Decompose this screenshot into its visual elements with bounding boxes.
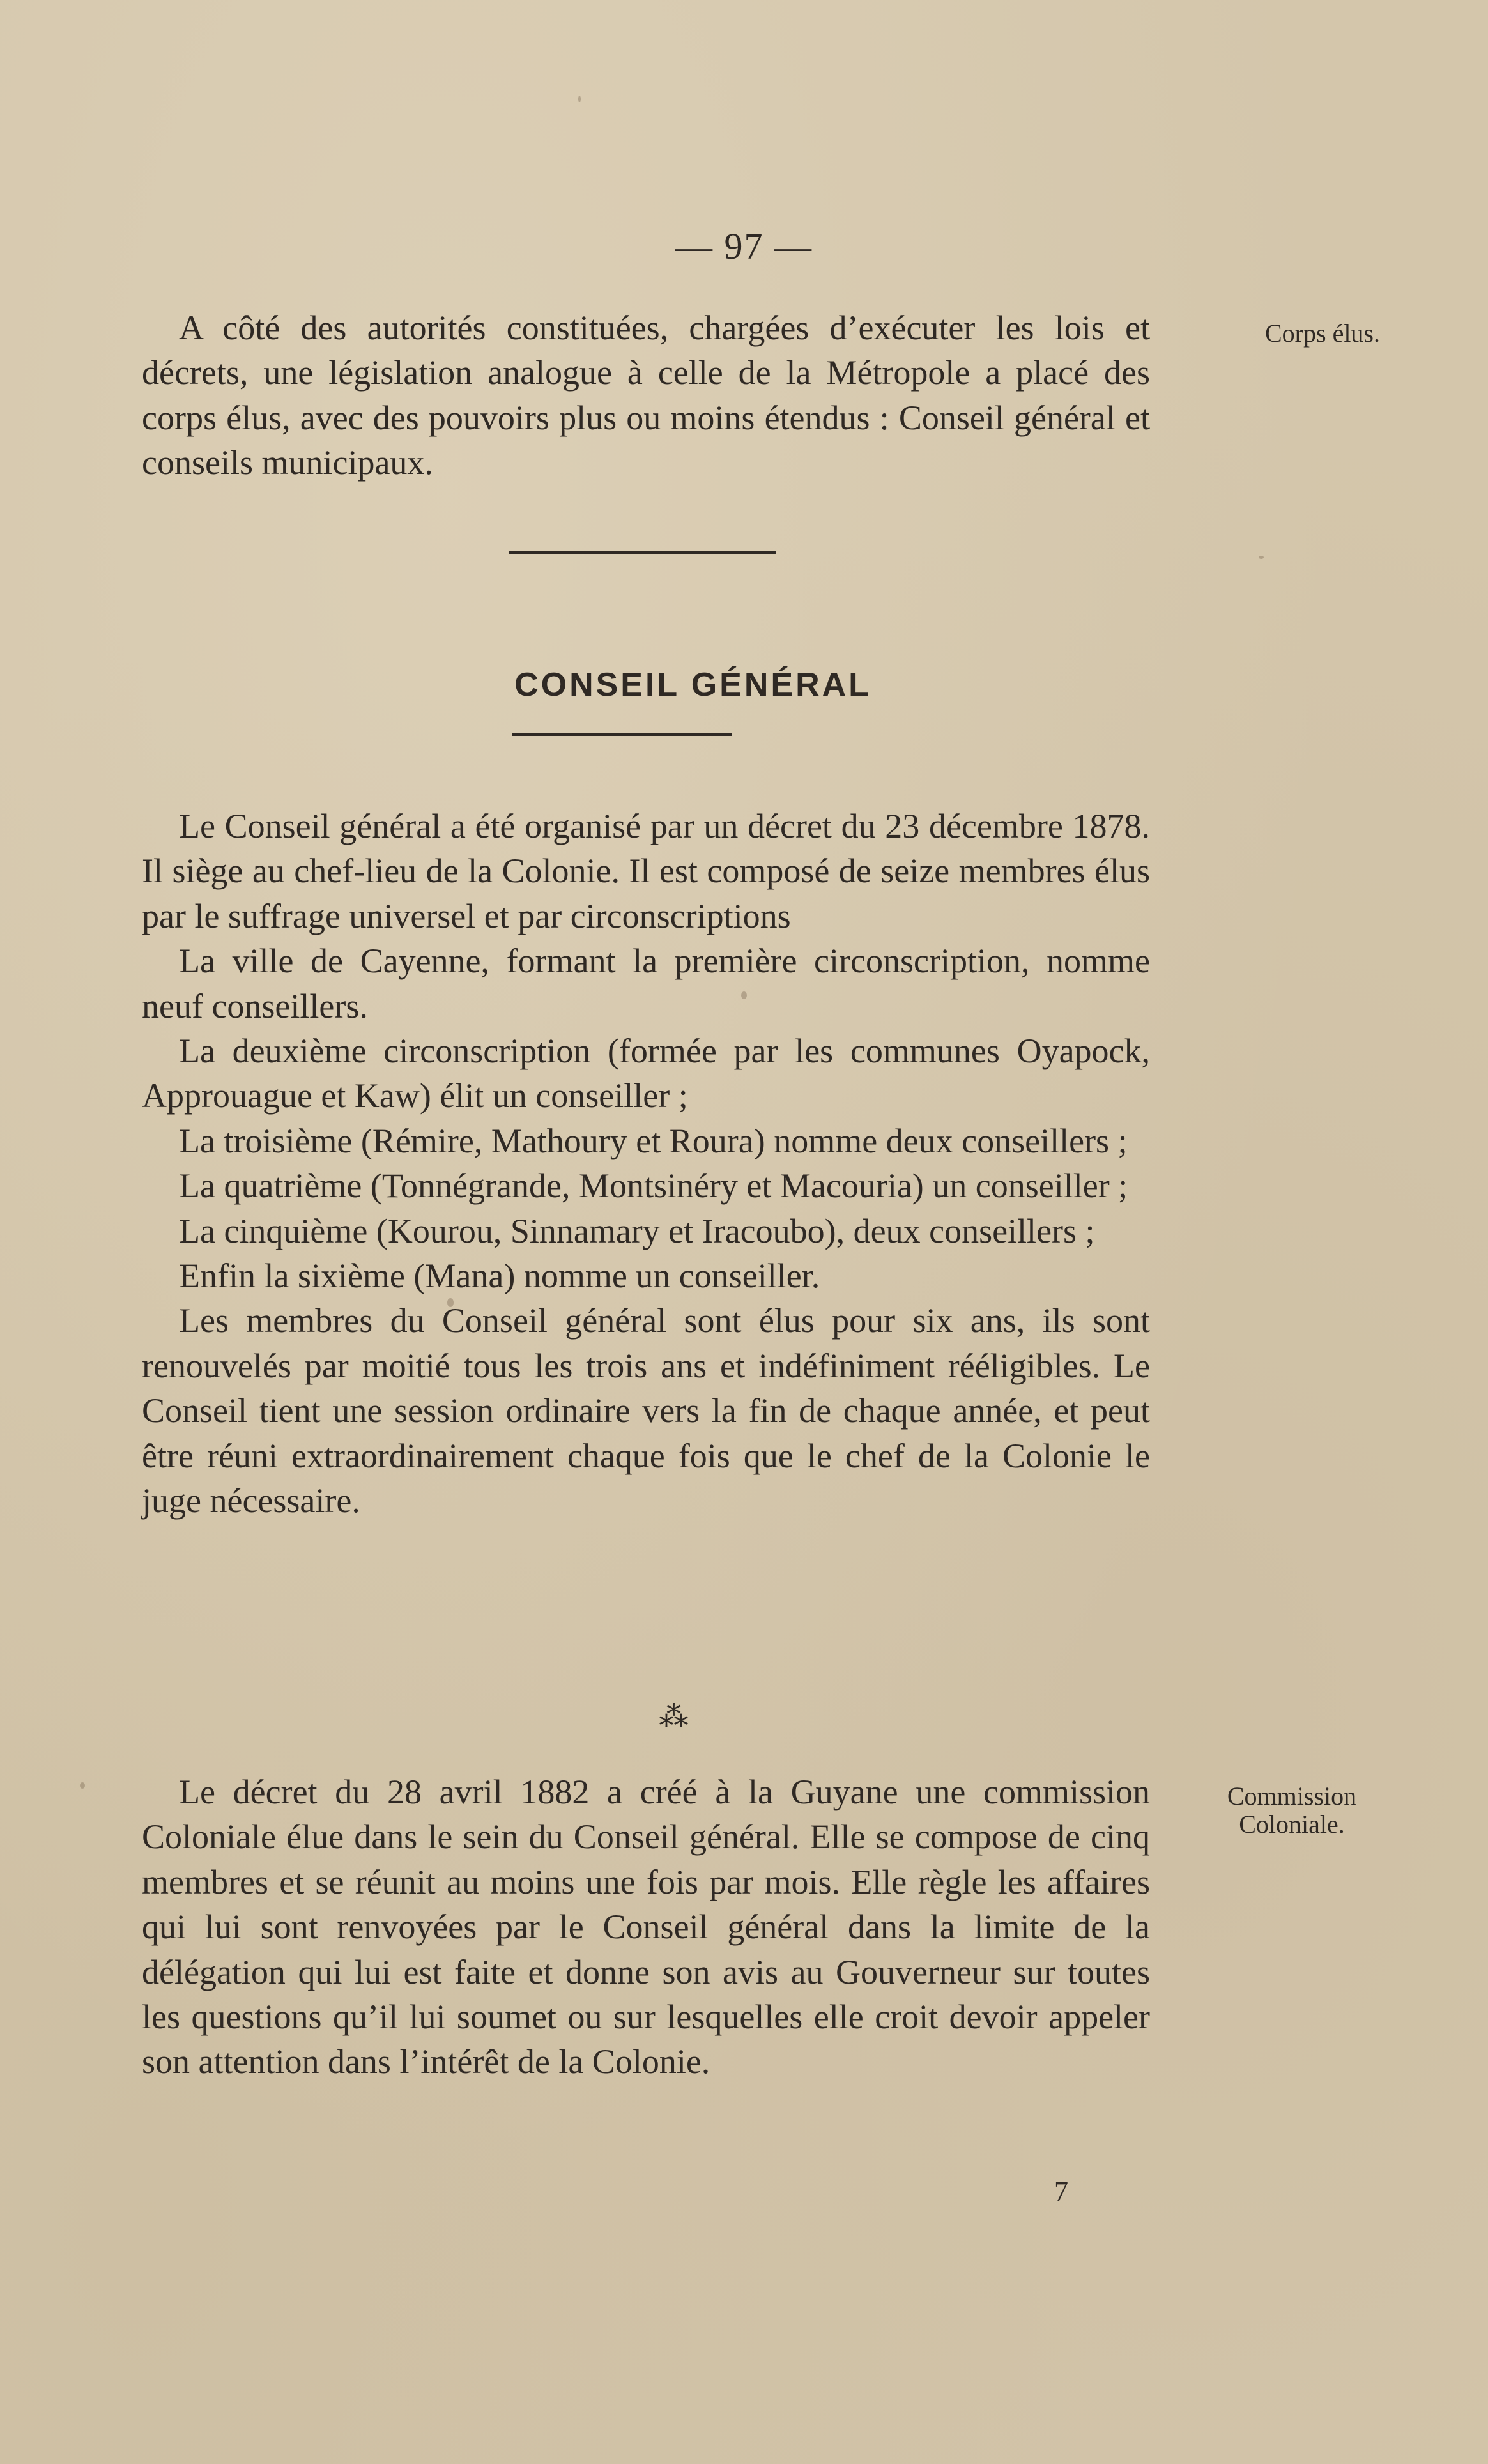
paragraph: Enfin la sixième (Mana) nomme un conseiller.	[179, 1257, 820, 1296]
paragraph: La ville de Cayenne, formant la première circonscription, nomme neuf conseillers.	[142, 942, 1150, 1025]
asterism-separator: ⁂	[659, 1700, 689, 1733]
signature-mark: 7	[1054, 2176, 1068, 2207]
paper-speck	[578, 96, 581, 102]
paragraph: Les membres du Conseil général sont élus pour six ans, ils sont renouvelés par moitié tous les trois ans et indéfiniment rééligibles. Le Conseil tient une session ordinaire vers la fin de chaque année, et peut être réuni extraordinairement chaque fois que le chef de la Colonie le juge nécessaire.	[142, 1301, 1150, 1520]
intro-paragraph-block	[142, 305, 1150, 486]
margin-note-commission-coloniale: Commission Coloniale.	[1227, 1782, 1357, 1839]
section-title-underline	[512, 733, 732, 736]
commission-paragraph: Le décret du 28 avril 1882 a créé à la Guyane une commission Coloniale élue dans le sein du Conseil général. Elle se compose de cinq membres et se réunit au moins une fois par mois. Elle règle les affaires qui lui sont renvoyées par le Conseil général dans la limite de la délégation qui lui est faite et donne son avis au Gouverneur sur toutes les questions qu’il lui soumet ou sur lesquelles elle croit devoir appeler son attention dans l’intérêt de la Colonie.	[142, 1773, 1150, 2081]
margin-note-corps-elus: Corps élus.	[1265, 319, 1380, 348]
paragraph: La deuxième circonscription (formée par les communes Oyapock, Approuague et Kaw) élit un conseiller ;	[142, 1032, 1150, 1115]
paper-speck	[1259, 556, 1264, 559]
paragraph: La cinquième (Kourou, Sinnamary et Iracoubo), deux conseillers ;	[179, 1211, 1095, 1250]
conseil-general-text	[142, 804, 1150, 1524]
paper-speck	[80, 1782, 85, 1789]
section-divider-top	[509, 551, 776, 554]
commission-text	[142, 1770, 1150, 2085]
paragraph: Le Conseil général a été organisé par un décret du 23 décembre 1878. Il siège au chef-lieu de la Colonie. Il est composé de seize membres élus par le suffrage universel et par circonscriptions	[142, 807, 1150, 935]
intro-paragraph: A côté des autorités constituées, chargées d’exécuter les lois et décrets, une législation analogue à celle de la Métropole a placé des corps élus, avec des pouvoirs plus ou moins étendus : Conseil général et conseils municipaux.	[142, 309, 1150, 482]
section-title: CONSEIL GÉNÉRAL	[514, 666, 871, 703]
page-number: — 97 —	[675, 226, 813, 267]
paragraph: La quatrième (Tonnégrande, Montsinéry et Macouria) un conseiller ;	[179, 1167, 1128, 1205]
paragraph: La troisième (Rémire, Mathoury et Roura) nomme deux conseillers ;	[179, 1121, 1128, 1160]
